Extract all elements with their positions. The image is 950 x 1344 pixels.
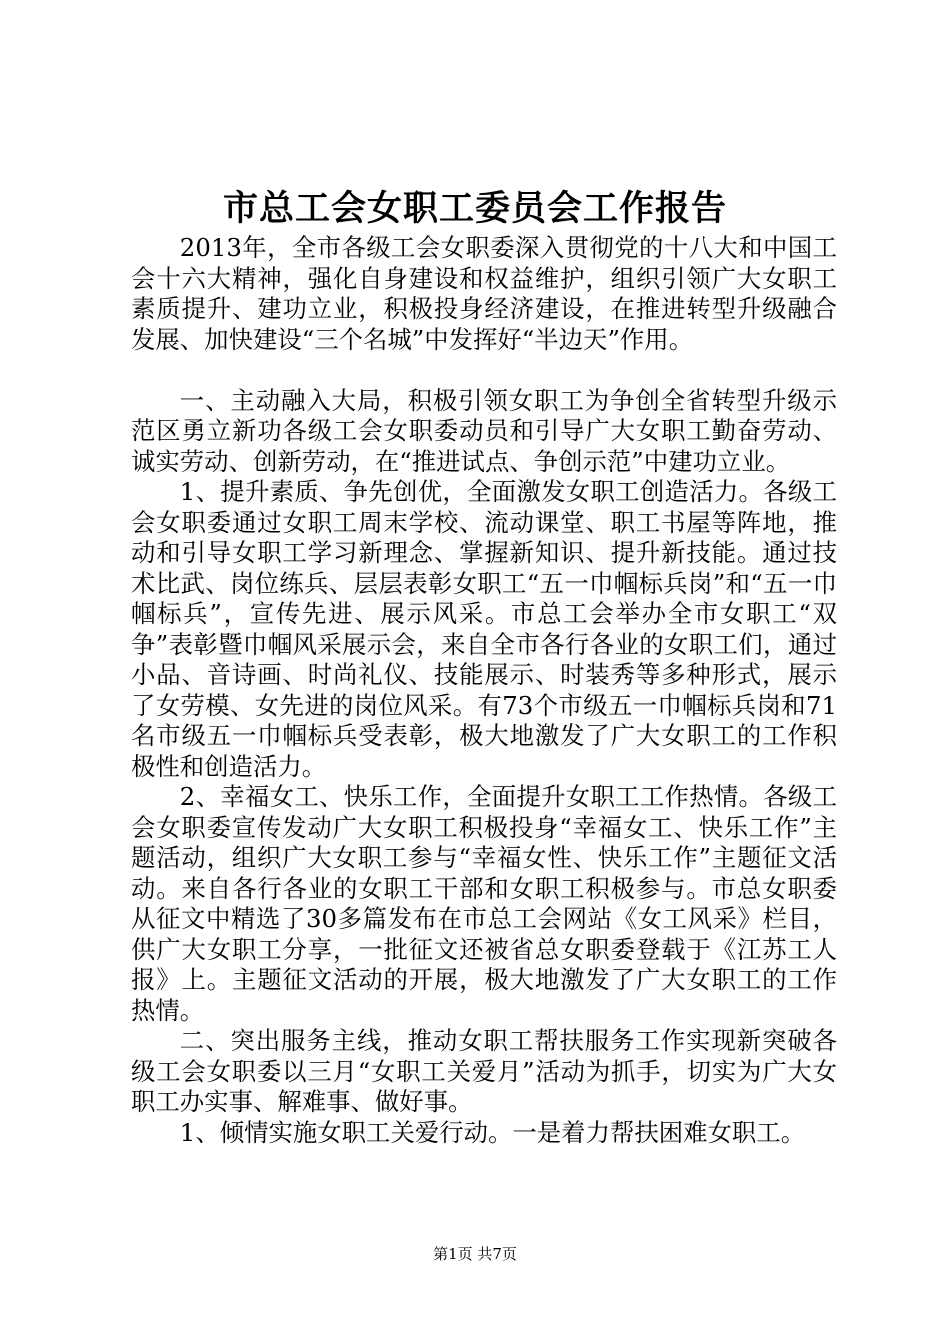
paragraph-section-1: 一、主动融入大局，积极引领女职工为争创全省转型升级示范区勇立新功各级工会女职委动员和引导广大女职工勤奋劳动、诚实劳动、创新劳动，在“推进试点、争创示范”中建功立业。 [131,385,837,476]
paragraph-item-1-1: 1、提升素质、争先创优，全面激发女职工创造活力。各级工会女职委通过女职工周末学校、流动课堂、职工书屋等阵地，推动和引导女职工学习新理念、掌握新知识、提升新技能。通过技术比武、岗位练兵、层层表彰女职工“五一巾帼标兵岗”和“五一巾帼标兵”，宣传先进、展示风采。市总工会举办全市女职工“双争”表彰暨巾帼风采展示会，来自全市各行各业的女职工们，通过小品、音诗画、时尚礼仪、技能展示、时装秀等多种形式，展示了女劳模、女先进的岗位风采。有73个市级五一巾帼标兵岗和71名市级五一巾帼标兵受表彰，极大地激发了广大女职工的工作积极性和创造活力。 [131,477,837,781]
paragraph-section-2: 二、突出服务主线，推动女职工帮扶服务工作实现新突破各级工会女职委以三月“女职工关爱月”活动为抓手，切实为广大女职工办实事、解难事、做好事。 [131,1026,837,1116]
paragraph-intro: 2013年，全市各级工会女职委深入贯彻党的十八大和中国工会十六大精神，强化自身建设和权益维护，组织引领广大女职工素质提升、建功立业，积极投身经济建设，在推进转型升级融合发展、加快建设“三个名城”中发挥好“半边天”作用。 [131,233,837,354]
page-footer: 第1页 共7页 [433,1245,517,1263]
paragraph-item-2-1: 1、倾情实施女职工关爱行动。一是着力帮扶困难女职工。 [179,1117,806,1147]
document-body [131,233,837,1148]
page-title: 市总工会女职工委员会工作报告 [222,188,727,229]
paragraph-item-1-2: 2、幸福女工、快乐工作，全面提升女职工工作热情。各级工会女职委宣传发动广大女职工积极投身“幸福女工、快乐工作”主题活动，组织广大女职工参与“幸福女性、快乐工作”主题征文活动。来自各行各业的女职工干部和女职工积极参与。市总女职委从征文中精选了30多篇发布在市总工会网站《女工风采》栏目，供广大女职工分享，一批征文还被省总女职委登载于《江苏工人报》上。主题征文活动的开展，极大地激发了广大女职工的工作热情。 [131,782,837,1025]
